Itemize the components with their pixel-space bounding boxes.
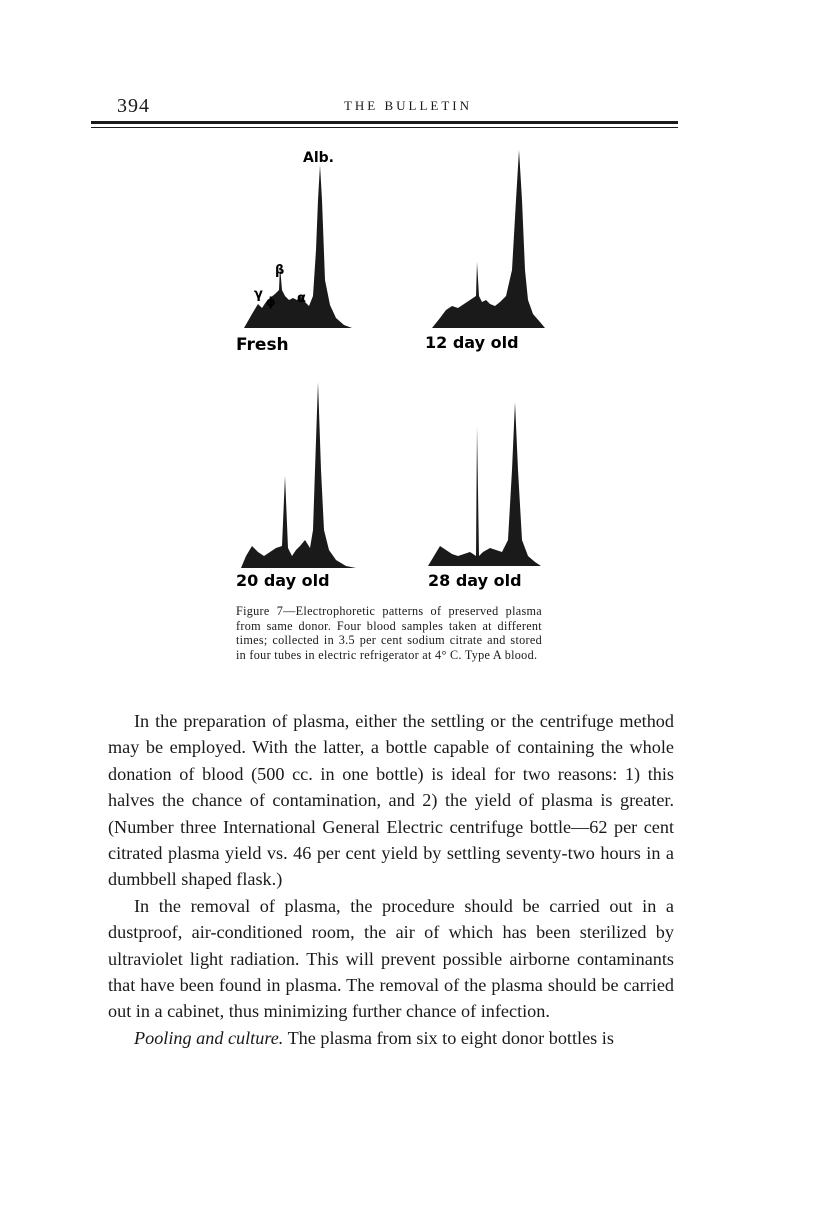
body-text [108, 708, 674, 1051]
page-number: 394 [117, 95, 150, 117]
pattern-28-day-trace [428, 402, 541, 566]
running-head: THE BULLETIN [343, 98, 473, 113]
paragraph [108, 1025, 674, 1051]
paragraph: In the removal of plasma, the procedure should be carried out in a dustproof, air-conditioned room, the air of which has been sterilized by ultraviolet light radiation. This will prevent possible airborne contaminants that have been found in plasma. The removal of the plasma should be carried out in a cabinet, thus minimizing further chance of infection. [108, 895, 674, 1022]
pattern-12-day [425, 150, 545, 352]
peak-label-alb: Alb. [303, 150, 334, 166]
peak-label-beta: β [275, 263, 285, 278]
panel-label-12-day: 12 day old [425, 333, 519, 352]
pattern-20-day [236, 382, 356, 590]
panel-label-28-day: 28 day old [428, 571, 522, 590]
paragraph-text: The plasma from six to eight donor bottles is [283, 1027, 614, 1048]
electrophoresis-figure [0, 0, 816, 600]
pattern-fresh [236, 150, 352, 355]
pattern-28-day [428, 402, 541, 590]
panel-label-20-day: 20 day old [236, 571, 330, 590]
paragraph: In the preparation of plasma, either the settling or the centrifuge method may be employed. With the latter, a bottle capable of containing the whole donation of blood (500 cc. in one bottle) is ideal for two reasons: 1) this halves the chance of contamination, and 2) the yield of plasma is greater. (Number three International General Electric centrifuge bottle—62 per cent citrated plasma yield vs. 46 per cent yield by settling seventy-two hours in a dumbbell shaped flask.) [108, 711, 674, 890]
panel-label-fresh: Fresh [236, 335, 289, 355]
pattern-12-day-trace [432, 150, 545, 328]
peak-label-gamma: γ [254, 287, 263, 302]
section-heading-italic: Pooling and culture. [134, 1027, 284, 1048]
peak-label-alpha: α [297, 291, 306, 306]
figure-caption: Figure 7—Electrophoretic patterns of preserved plasma from same donor. Four blood samples taken at different times; collected in 3.5 per cent sodium citrate and stored in four tubes in electric refrigerator at 4° C. Type A blood. [236, 604, 542, 662]
pattern-20-day-trace [241, 382, 356, 568]
peak-label-phi: ϕ [266, 295, 276, 309]
